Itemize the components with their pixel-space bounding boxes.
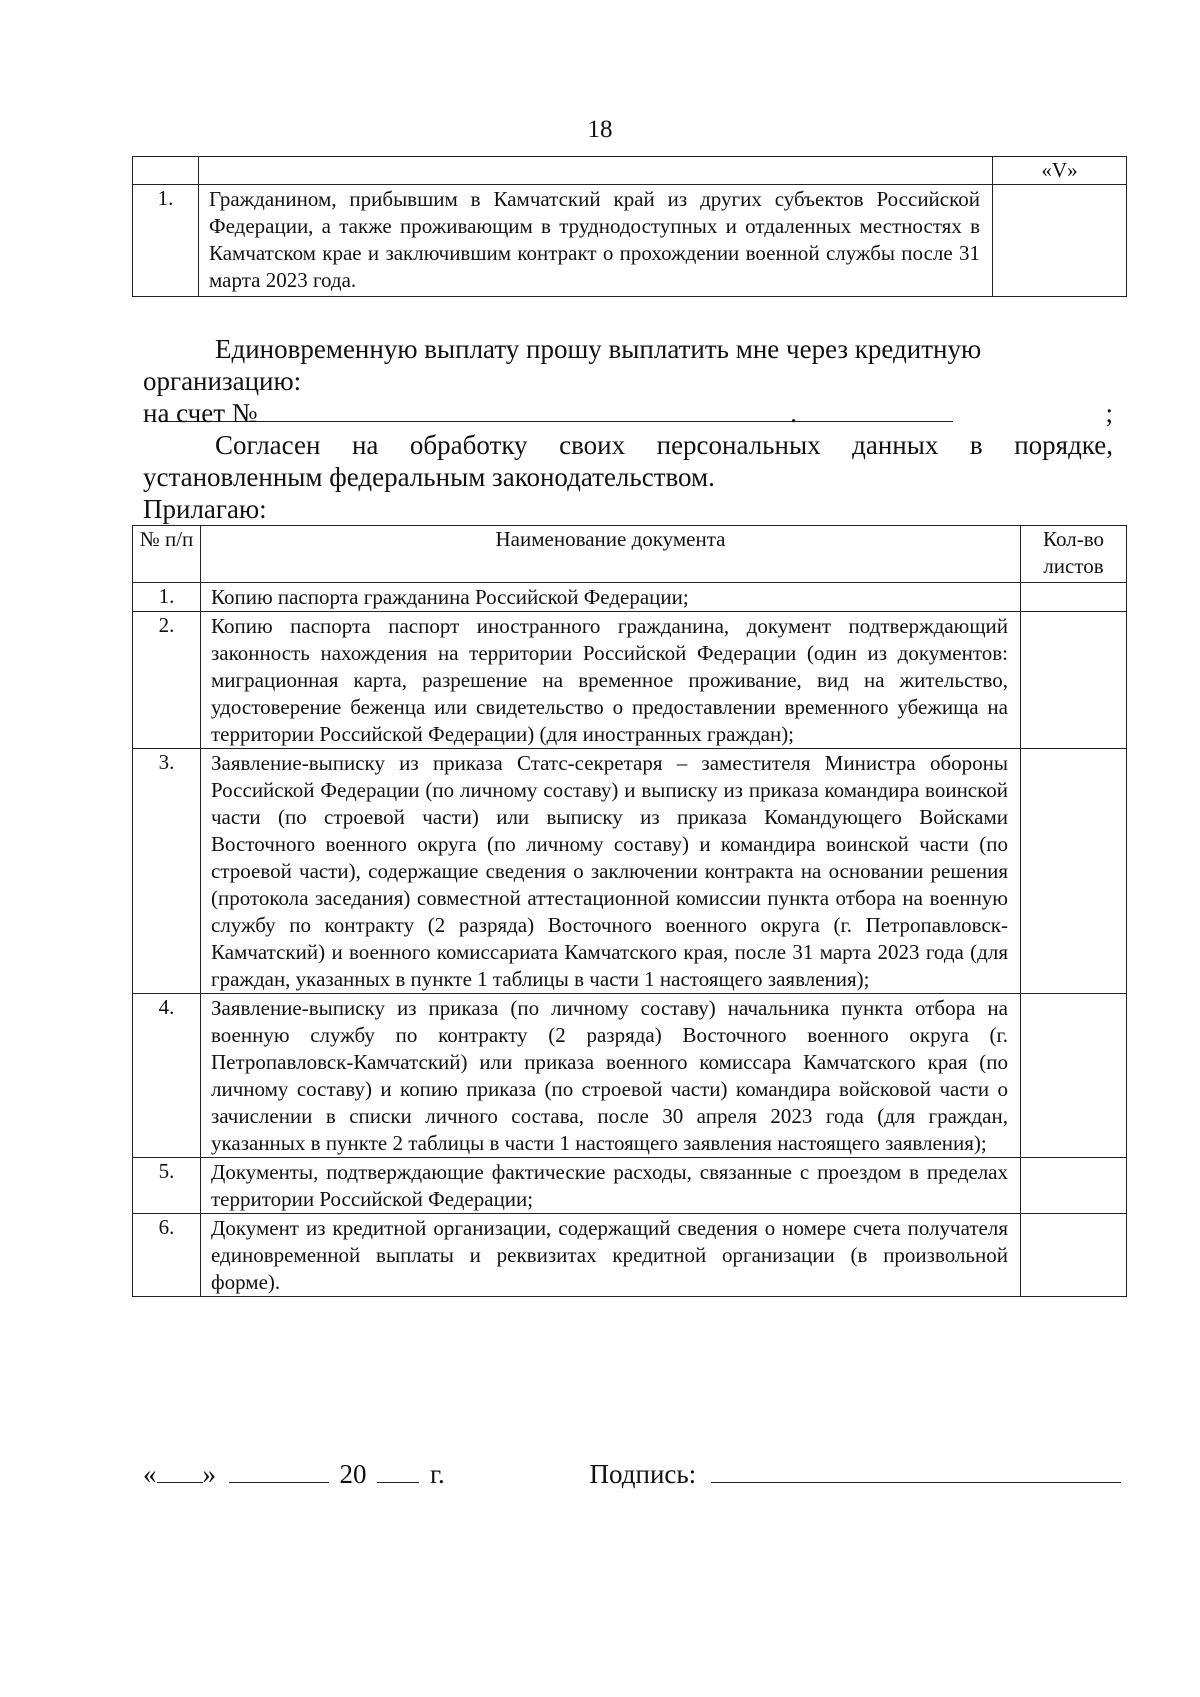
category-table [132,156,1127,297]
row-number: 6. [133,1214,201,1297]
sheet-count-cell[interactable] [1021,583,1127,612]
row-number: 5. [133,1158,201,1214]
date-signature-line [143,1458,1123,1490]
year-prefix: 20 [339,1459,367,1489]
account-input[interactable] [270,397,790,422]
close-quote: » [202,1459,216,1489]
row-text: Документы, подтверждающие фактические расходы, связанные с проездом в пределах территории Российской Федерации; [201,1158,1021,1214]
attach-label: Прилагаю: [143,494,267,524]
signature-input[interactable] [711,1458,1121,1483]
row-number: 4. [133,994,201,1158]
year-input[interactable] [377,1458,419,1483]
account-end: . [790,398,797,428]
consent-text: Согласен на обработку своих персональных данных в порядке, установленным федеральным законодательством. [143,430,1113,492]
checkmark-header: «V» [993,157,1127,185]
sheet-count-cell[interactable] [1021,612,1127,749]
table-row [133,583,1127,612]
header-name: Наименование документа [201,526,1021,583]
table-row [133,1158,1127,1214]
open-quote: « [143,1459,157,1489]
table-header-row [133,526,1127,583]
table-header-row [133,157,1127,185]
row-number: 3. [133,749,201,994]
day-input[interactable] [157,1458,203,1483]
table-row [133,749,1127,994]
sheet-count-cell[interactable] [1021,1158,1127,1214]
row-text: Копию паспорта паспорт иностранного гражданина, документ подтверждающий законность нахождения на территории Российской Федерации (один из документов: миграционная карта, разрешение на временное проживание, вид на жительство, удостоверение беженца или свидетельство о предоставлении временного убежища на территории Российской Федерации) (для иностранных граждан); [201,612,1021,749]
row-number: 1. [133,185,199,297]
row-text: Заявление-выписку из приказа Статс-секретаря – заместителя Министра обороны Российской Федерации (по личному составу) и выписку из приказа командира воинской части (по строевой части) или выписку из приказа Командующего Войсками Восточного военного округа (по личному составу) и командира воинской части (по строевой части), содержащие сведения о заключении контракта на основании решения (протокола заседания) совместной аттестационной комиссии пункта отбора на военную службу по контракту (2 разряда) Восточного военного округа (г. Петропавловск-Камчатский) и военного комиссариата Камчатского края, после 31 марта 2023 года (для граждан, указанных в пункте 1 таблицы в части 1 настоящего заявления); [201,749,1021,994]
table-row [133,185,1127,297]
header-num: № п/п [133,526,201,583]
header-count: Кол-во листов [1021,526,1127,583]
row-text: Копию паспорта гражданина Российской Федерации; [201,583,1021,612]
account-line [143,397,1113,429]
attachments-table [132,525,1127,1297]
signature-label: Подпись: [589,1459,697,1489]
table-row [133,994,1127,1158]
month-input[interactable] [229,1458,329,1483]
sheet-count-cell[interactable] [1021,1214,1127,1297]
row-number: 2. [133,612,201,749]
organization-end: ; [1105,398,1113,428]
checkmark-cell[interactable] [993,185,1127,297]
row-text: Документ из кредитной организации, содержащий сведения о номере счета получателя единовременной выплаты и реквизитах кредитной организации (в произвольной форме). [201,1214,1021,1297]
organization-label: организацию: [143,366,302,396]
row-text: Заявление-выписку из приказа (по личному составу) начальника пункта отбора на военную службу по контракту (2 разряда) Восточного военного округа (г. Петропавловск-Камчатский) или приказа военного комиссара Камчатского края (по личному составу) и копию приказа (по строевой части) командира войсковой части о зачислении в списки личного состава, после 30 апреля 2023 года (для граждан, указанных в пункте 2 таблицы в части 1 настоящего заявления настоящего заявления); [201,994,1021,1158]
table-row [133,612,1127,749]
sheet-count-cell[interactable] [1021,749,1127,994]
account-label: на счет № [143,398,258,428]
page-number: 18 [587,116,613,143]
table-row [133,1214,1127,1297]
sheet-count-cell[interactable] [1021,994,1127,1158]
row-text: Гражданином, прибывшим в Камчатский край из других субъектов Российской Федерации, а также проживающим в труднодоступных и отдаленных местностях в Камчатском крае и заключившим контракт о прохождении военной службы после 31 марта 2023 года. [199,185,993,297]
year-suffix: г. [430,1459,445,1489]
payment-line: Единовременную выплату прошу выплатить мне через кредитную [215,334,982,364]
row-number: 1. [133,583,201,612]
